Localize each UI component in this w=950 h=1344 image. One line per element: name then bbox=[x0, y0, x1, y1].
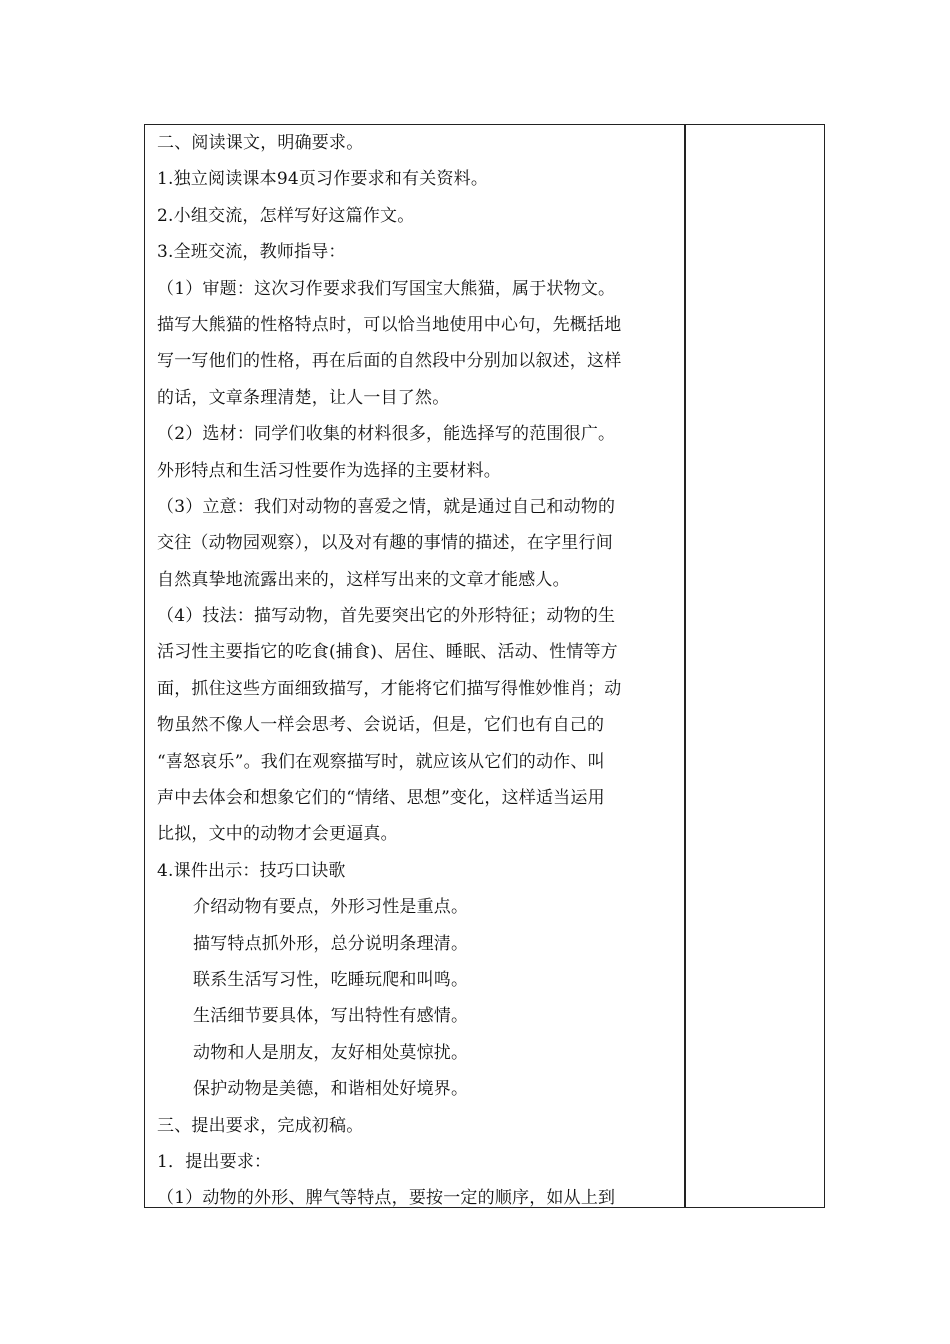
text-line: （1）审题：这次习作要求我们写国宝大熊猫，属于状物文。 bbox=[157, 278, 616, 299]
text-line: 1.独立阅读课本94页习作要求和有关资料。 bbox=[157, 169, 489, 190]
text-line: 外形特点和生活习性要作为选择的主要材料。 bbox=[157, 460, 501, 481]
text-line: （2）选材：同学们收集的材料很多，能选择写的范围很广。 bbox=[157, 424, 616, 445]
poem-line: 介绍动物有要点，外形习性是重点。 bbox=[193, 897, 469, 918]
text-line: 交往（动物园观察），以及对有趣的事情的描述，在字里行间 bbox=[157, 533, 613, 554]
text-line: （1）动物的外形、脾气等特点，要按一定的顺序，如从上到 bbox=[157, 1188, 616, 1209]
text-line: （4）技法：描写动物，首先要突出它的外形特征；动物的生 bbox=[157, 606, 616, 627]
text-line: 二、阅读课文，明确要求。 bbox=[157, 133, 364, 153]
lesson-table bbox=[144, 124, 825, 1208]
text-line: 3.全班交流，教师指导： bbox=[157, 242, 346, 263]
notes-cell bbox=[686, 125, 824, 1207]
poem-line: 联系生活写习性，吃睡玩爬和叫鸣。 bbox=[193, 969, 469, 990]
text-line: 活习性主要指它的吃食(捕食)、居住、睡眠、活动、性情等方 bbox=[157, 642, 618, 663]
text-line: 的话，文章条理清楚，让人一目了然。 bbox=[157, 387, 450, 408]
lesson-content-cell bbox=[145, 125, 684, 1207]
text-line: 写一写他们的性格，再在后面的自然段中分别加以叙述，这样 bbox=[157, 351, 622, 372]
poem-line: 动物和人是朋友，友好相处莫惊扰。 bbox=[193, 1042, 469, 1063]
text-line: 4.课件出示：技巧口诀歌 bbox=[157, 860, 346, 881]
text-line: 2.小组交流，怎样写好这篇作文。 bbox=[157, 205, 415, 226]
text-line: “喜怒哀乐”。我们在观察描写时，就应该从它们的动作、叫 bbox=[157, 751, 605, 772]
text-line: 1．提出要求： bbox=[157, 1151, 272, 1172]
text-line: 比拟，文中的动物才会更逼真。 bbox=[157, 824, 398, 845]
text-line: 描写大熊猫的性格特点时，可以恰当地使用中心句，先概括地 bbox=[157, 314, 622, 335]
text-line: 面，抓住这些方面细致描写，才能将它们描写得惟妙惟肖；动 bbox=[157, 678, 622, 699]
text-line: （3）立意：我们对动物的喜爱之情，就是通过自己和动物的 bbox=[157, 496, 616, 517]
text-line: 三、提出要求，完成初稿。 bbox=[157, 1115, 364, 1136]
text-line: 物虽然不像人一样会思考、会说话，但是，它们也有自己的 bbox=[157, 715, 605, 736]
text-line: 自然真挚地流露出来的，这样写出来的文章才能感人。 bbox=[157, 569, 570, 590]
poem-line: 保护动物是美德，和谐相处好境界。 bbox=[193, 1079, 469, 1100]
poem-line: 生活细节要具体，写出特性有感情。 bbox=[193, 1006, 469, 1027]
text-line: 声中去体会和想象它们的“情绪、思想”变化，这样适当运用 bbox=[157, 788, 605, 809]
poem-line: 描写特点抓外形，总分说明条理清。 bbox=[193, 933, 469, 954]
